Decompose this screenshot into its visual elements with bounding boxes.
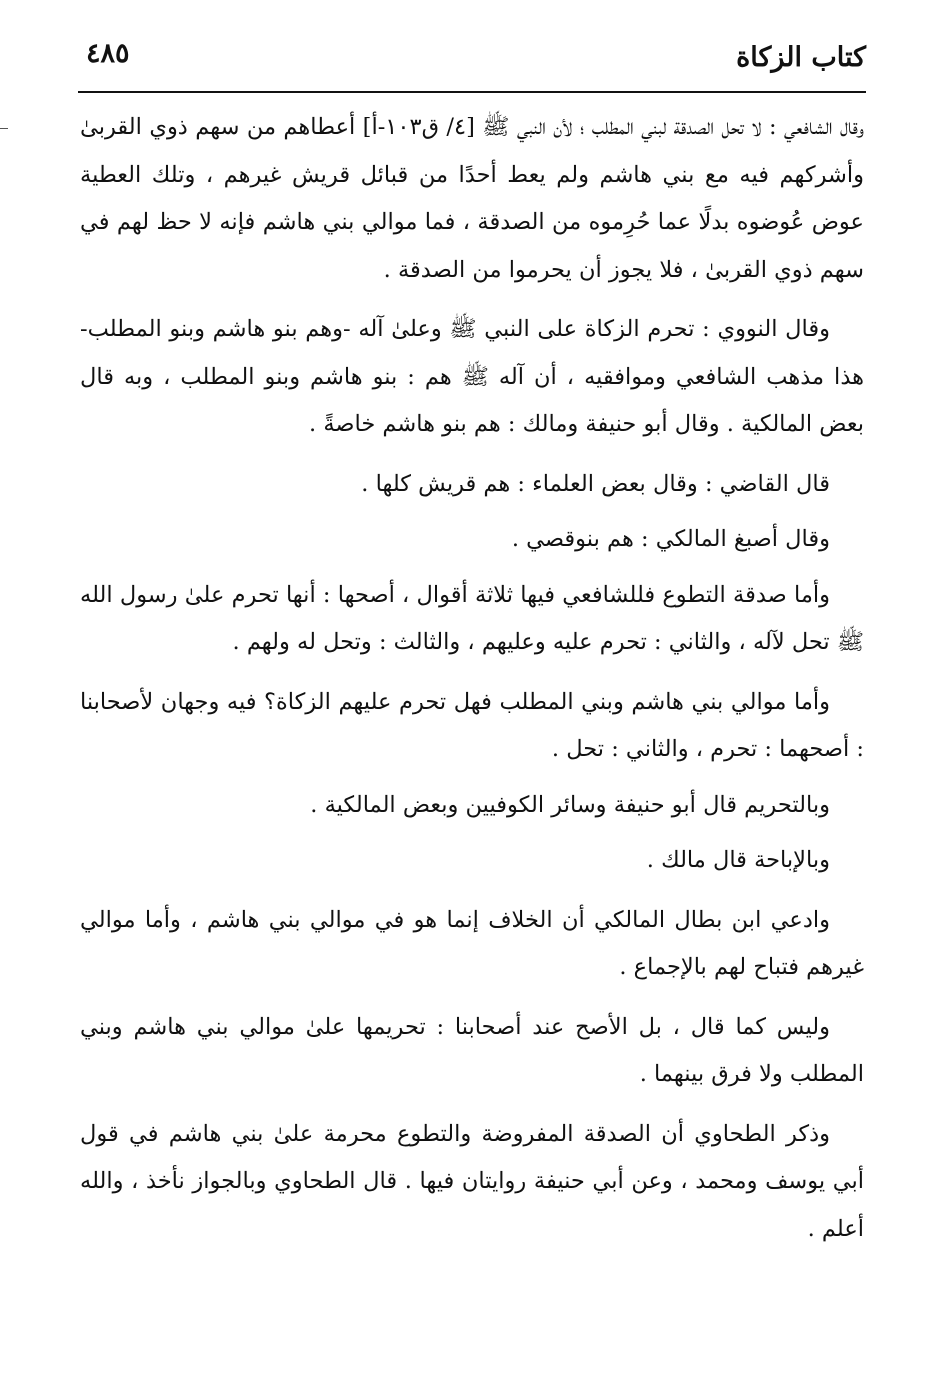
paragraph: وليس كما قال ، بل الأصح عند أصحابنا : تحريمها علىٰ موالي بني هاشم وبني المطلب ولا فرق بينهما . <box>80 1013 864 1087</box>
margin-mark <box>0 128 8 129</box>
running-title: كتاب الزكاة <box>736 42 866 73</box>
paragraph: وأما صدقة التطوع فللشافعي فيها ثلاثة أقوال ، أصحها : أنها تحرم علىٰ رسول الله ﷺ تحل لآله ، والثاني : تحرم عليه وعليهم ، والثالث : وتحل له ولهم . <box>80 581 864 655</box>
paragraph: وادعي ابن بطال المالكي أن الخلاف إنما هو في موالي بني هاشم ، وأما موالي غيرهم فتباح لهم بالإجماع . <box>80 906 864 980</box>
paragraph: وأما موالي بني هاشم وبني المطلب فهل تحرم عليهم الزكاة؟ فيه وجهان لأصحابنا : أصحهما : تحرم ، والثاني : تحل . <box>80 688 864 762</box>
paragraph: وقال النووي : تحرم الزكاة على النبي ﷺ وعلىٰ آله -وهم بنو هاشم وبنو المطلب- هذا مذهب الشافعي وموافقيه ، أن آله ﷺ هم : بنو هاشم وبنو المطلب ، وبه قال بعض المالكية . وقال أبو حنيفة ومالك : هم بنو هاشم خاصةً . <box>80 316 864 437</box>
page-header <box>78 38 866 88</box>
paragraph: قال القاضي : وقال بعض العلماء : هم قريش كلها . <box>361 470 830 497</box>
paragraph: وبالإباحة قال مالك . <box>646 847 830 873</box>
page-body <box>80 104 864 1265</box>
paragraph: وبالتحريم قال أبو حنيفة وسائر الكوفيين وبعض المالكية . <box>310 791 830 818</box>
paragraph: وذكر الطحاوي أن الصدقة المفروضة والتطوع محرمة علىٰ بني هاشم في قول أبي يوسف ومحمد ، وعن أبي حنيفة روايتان فيها . قال الطحاوي وبالجواز نأخذ ، والله أعلم . <box>80 1120 864 1242</box>
paragraph: وقال الشافعي : لا تحل الصدقة لبني المطلب ؛ لأن النبي ﷺ [٤/ ق١٠٣-أ] أعطاهم من سهم ذوي القربىٰ وأشركهم فيه مع بني هاشم ولم يعط أحدًا من قبائل قريش غيرهم ، وتلك العطية عوض عُوضوه بدلًا عما حُرِموه من الصدقة ، فما موالي بني هاشم فإنه لا حظ لهم في سهم ذوي القربىٰ ، فلا يجوز أن يحرموا من الصدقة . <box>80 114 864 283</box>
page-number: ٤٨٥ <box>86 38 130 69</box>
header-rule <box>78 91 866 93</box>
paragraph: وقال أصبغ المالكي : هم بنوقصي . <box>511 526 830 552</box>
